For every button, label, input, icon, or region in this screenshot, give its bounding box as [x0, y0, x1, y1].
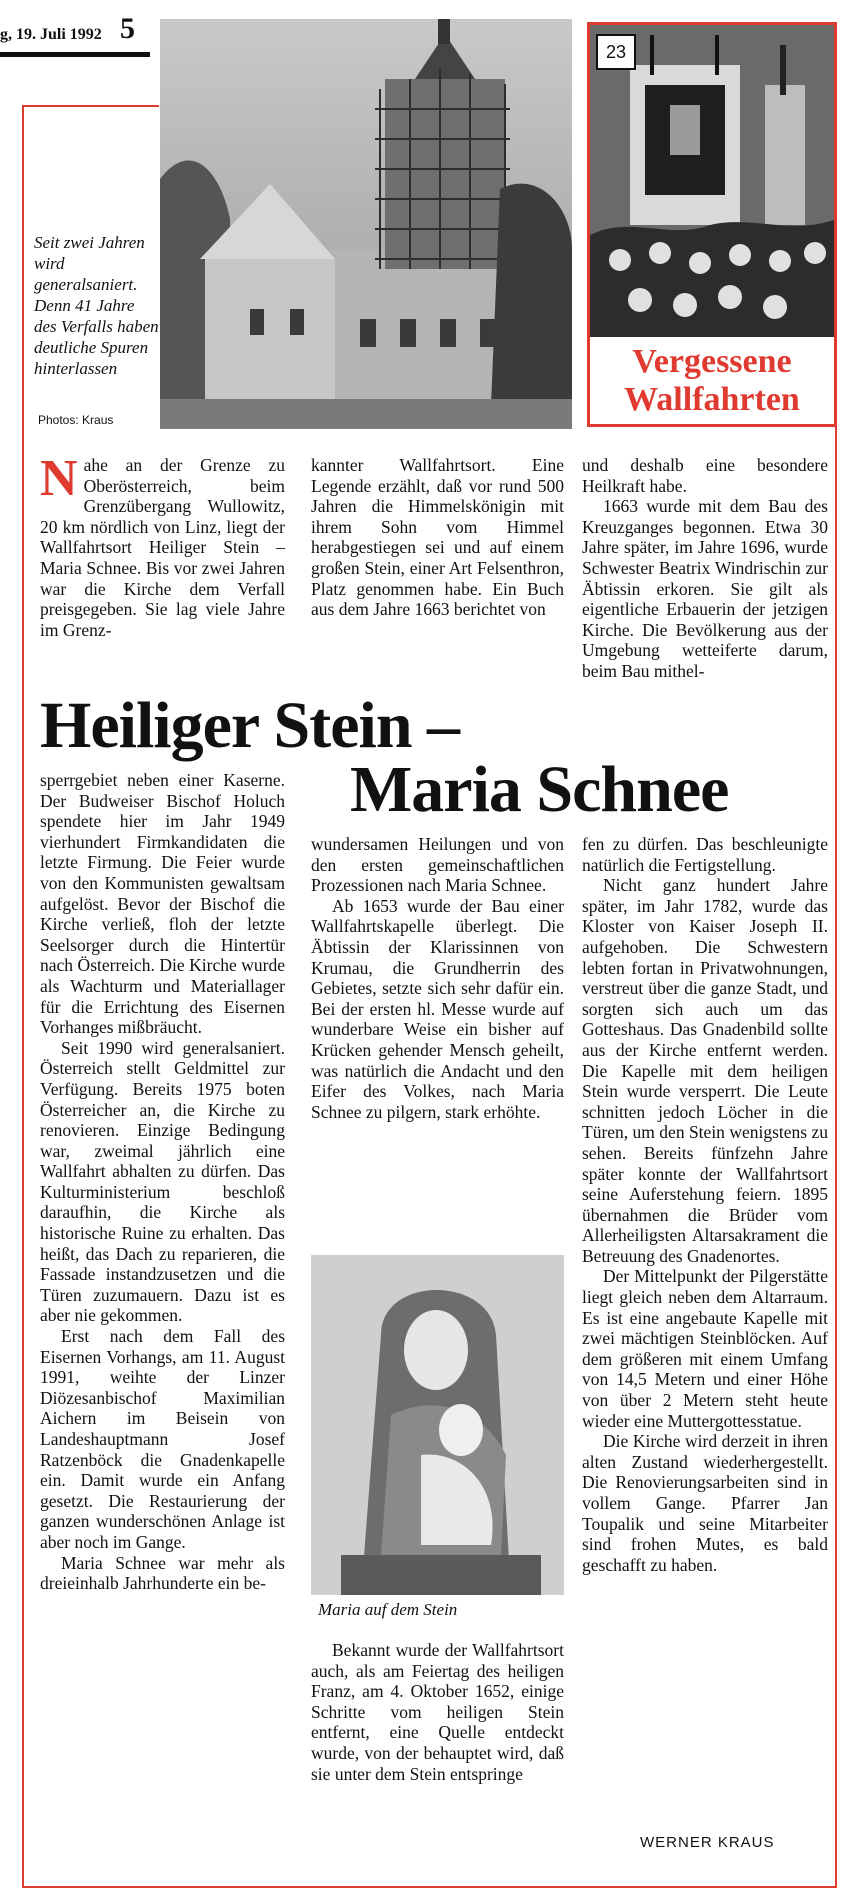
right-paragraph-3: Der Mittelpunkt der Pilgerstätte liegt gleich neben dem Altarraum. Es ist eine angebaute Kapelle mit zwei mächtigen Steinblöcken. Auf dem größeren mit einem Umfang von 14,5 Metern und einer Höhe von über 2 Metern steht heute wieder eine Muttergottesstatue.	[582, 1266, 828, 1431]
madonna-statue-photo	[311, 1255, 564, 1595]
left-paragraph-4: Maria Schnee war mehr als dreieinhalb Jahrhunderte ein be-	[40, 1552, 285, 1594]
series-title	[590, 343, 834, 419]
left-column	[40, 770, 285, 1594]
header-rule	[0, 52, 150, 57]
issue-date: g, 19. Juli 1992	[0, 26, 102, 43]
top-column-2	[311, 455, 564, 620]
article-frame-top	[22, 105, 159, 107]
left-paragraph-1: sperrgebiet neben einer Kaserne. Der Budweiser Bischof Holuch spendete hier im Jahr 1949 vierhundert Firmkandidaten die letzte Firmung. Die Feier wurde von den Kommunisten gewaltsam aufgelöst. Bevor der Bischof die Kirche verließ, floh der letzte Seelsorger durch die Hintertür nach Österreich. Die Kirche wurde als Wachturm und Materiallager für die Errichtung des Eisernen Vorhanges mißbräucht.	[40, 770, 285, 1038]
legend-paragraph: kannter Wallfahrtsort. Eine Legende erzählt, daß vor rund 500 Jahren die Himmelskönigin mit ihrem Sohn vom Himmel herabgestiegen sei und auf einem großen Stein, einer Art Felsenthron, Platz genommen habe. Ein Buch aus dem Jahre 1663 berichtet von	[311, 455, 564, 620]
page-number: 5	[120, 12, 135, 45]
right-paragraph-4: Die Kirche wird derzeit in ihren alten Zustand wiederhergestellt. Die Renovierungsarbeiten sind in vollem Gange. Pfarrer Jan Toupalik und seine Mitarbeiter sind frohen Mutes, es bald geschafft zu haben.	[582, 1431, 828, 1575]
healing-paragraph: und deshalb eine besondere Heilkraft habe.	[582, 455, 828, 496]
headline-line2: Maria Schnee	[350, 753, 729, 826]
church-photo-caption: Seit zwei Jahren wird generalsaniert. Denn 41 Jahre des Verfalls haben deutliche Spuren hinterlassen	[34, 233, 159, 378]
right-paragraph-1: fen zu dürfen. Das beschleunigte natürlich die Fertigstellung.	[582, 834, 828, 875]
construction-paragraph: 1663 wurde mit dem Bau des Kreuzganges begonnen. Etwa 30 Jahre später, im Jahre 1696, wurde Schwester Beatrix Windrischin zur Äbtissin erkoren. Sie gilt als eigentliche Erbauerin der jetzigen Kirche. Die Bevölkerung aus der Umgebung wetteiferte darum, beim Bau mithel-	[582, 496, 828, 681]
middle-paragraph-1: wundersamen Heilungen und von den ersten gemeinschaftlichen Prozessionen nach Maria Schnee.	[311, 834, 564, 896]
author-byline: WERNER KRAUS	[640, 1834, 775, 1851]
right-paragraph-2: Nicht ganz hundert Jahre später, im Jahr 1782, wurde das Kloster von Kaiser Joseph II. aufgehoben. Die Schwestern lebten fortan in Privatwohnungen, verstreut über die ganze Stadt, und sorgten sich auch um das Gotteshaus. Das Gnadenbild sollte aus der Kirche entfernt werden. Die Kapelle mit dem heiligen Stein wurde versperrt. Die Leute schnitten jedoch Löcher in die Türen, um den Stein wenigstens zu sehen. Bereits fünfzehn Jahre später konnte der Wallfahrtsort seine Auferstehung feiern. 1895 übernahmen die Brüder vom Allerheiligsten Altarsakrament die Betreuung des Gnadenortes.	[582, 875, 828, 1266]
statue-caption: Maria auf dem Stein	[318, 1600, 458, 1619]
intro-paragraph: ahe an der Grenze zu Oberösterreich, beim Grenzübergang Wullowitz, 20 km nördlich von Linz, liegt der Wallfahrtsort Heiliger Stein – Maria Schnee. Bis vor zwei Jahren war die Kirche dem Verfall preisgegeben. Sie lag viele Jahre im Grenz-	[40, 455, 285, 640]
left-paragraph-3: Erst nach dem Fall des Eisernen Vorhangs, am 11. August 1991, weihte der Linzer Diözesanbischof Maximilian Aichern im Beisein von Landeshauptmann Josef Ratzenböck die Gnadenkapelle ein. Damit wurde ein Anfang gesetzt. Die Restaurierung der ganzen wunderschönen Anlage ist aber noch im Gange.	[40, 1326, 285, 1552]
photo-credit: Photos: Kraus	[38, 413, 114, 427]
drop-cap: N	[40, 450, 78, 507]
top-column-3	[582, 455, 828, 682]
right-column	[582, 834, 828, 1575]
top-column-1	[40, 450, 285, 640]
procession-photo	[590, 25, 834, 337]
middle-column-upper	[311, 834, 564, 1122]
church-photo-drawing	[160, 19, 572, 429]
middle-paragraph-3: Bekannt wurde der Wallfahrtsort auch, als am Feiertag des heiligen Franz, am 4. Oktober 1652, einige Schritte vom heiligen Stein entfernt, eine Quelle entdeckt wurde, von der behauptet wird, daß sie unter dem Stein entspringe	[311, 1640, 564, 1784]
church-scaffolding-photo	[160, 19, 572, 429]
middle-column-lower	[311, 1640, 564, 1784]
middle-paragraph-2: Ab 1653 wurde der Bau einer Wallfahrtskapelle überlegt. Die Äbtissin der Klarissinnen von Krumau, die Grundherrin des Gebietes, setzte sich sehr dafür ein. Bei der ersten hl. Messe wurde auf wunderbare Weise ein bisher auf Krücken gehender Mensch geheilt, was natürlich die Andacht und den Eifer des Volkes, nach Maria Schnee zu pilgern, stark erhöhte.	[311, 895, 564, 1122]
statue-drawing	[311, 1255, 564, 1595]
series-title-line1: Vergessene	[632, 343, 792, 380]
series-title-line2: Wallfahrten	[624, 381, 800, 418]
procession-photo-drawing	[590, 25, 834, 337]
headline-line1: Heiliger Stein –	[40, 689, 460, 762]
left-paragraph-2: Seit 1990 wird generalsaniert. Österreich stellt Geldmittel zur Verfügung. Bereits 1975 boten Österreicher an, die Kirche zu renovieren. Einzige Bedingung war, zweimal jährlich eine Wallfahrt abhalten zu dürfen. Das Kulturministerium beschloß daraufhin, die Kirche als historische Ruine zu erhalten. Das heißt, das Dach zu reparieren, die Fassade instandzusetzen und die Türen zuzumauern. Dazu ist es aber nie gekommen.	[40, 1037, 285, 1326]
series-number: 23	[596, 34, 636, 70]
